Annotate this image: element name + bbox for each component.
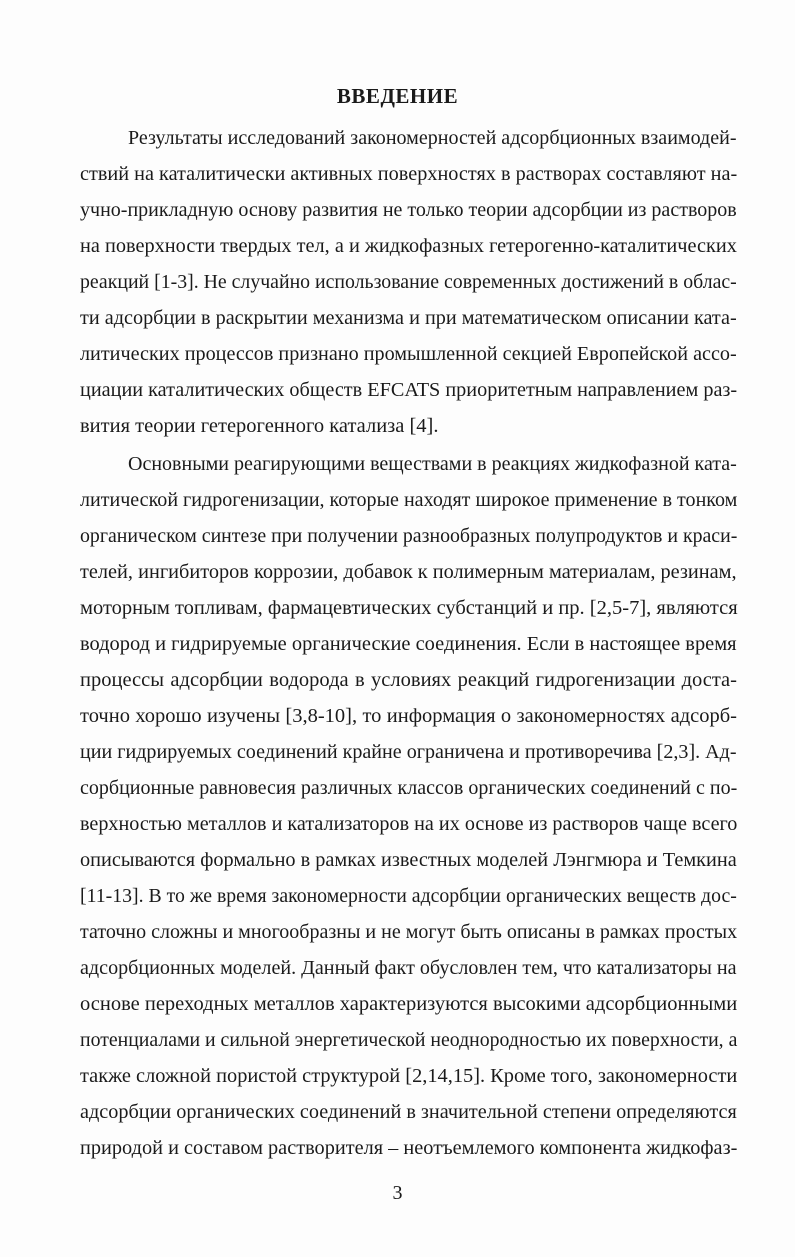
paragraph-line: процессы адсорбции водорода в условиях реакций гидрогенизации доста- xyxy=(80,669,737,691)
paragraph-line: учно-прикладную основу развития не только теории адсорбции из растворов xyxy=(80,199,737,221)
paragraph-line: также сложной пористой структурой [2,14,15]. Кроме того, закономерности xyxy=(80,1065,738,1087)
paragraph-line: точно хорошо изучены [3,8-10], то информация о закономерностях адсорб- xyxy=(80,705,737,727)
paragraph-line: циации каталитических обществ EFCATS приоритетным направлением раз- xyxy=(80,379,738,401)
paragraph-line: адсорбционных моделей. Данный факт обусловлен тем, что катализаторы на xyxy=(80,957,737,979)
paragraph-line: моторным топливам, фармацевтических субстанций и пр. [2,5-7], являются xyxy=(80,597,738,619)
paragraph-line: Результаты исследований закономерностей адсорбционных взаимодей- xyxy=(128,127,737,149)
paragraph-line: таточно сложны и многообразны и не могут быть описаны в рамках простых xyxy=(80,921,738,943)
paragraph-line: природой и составом растворителя – неотъемлемого компонента жидкофаз- xyxy=(80,1137,738,1159)
paragraph-line: ции гидрируемых соединений крайне ограничена и противоречива [2,3]. Ад- xyxy=(80,741,737,763)
paragraph-line: сорбционные равновесия различных классов органических соединений с по- xyxy=(80,777,738,799)
paragraph-line: реакций [1-3]. Не случайно использование современных достижений в облас- xyxy=(80,271,737,293)
paragraph-line: адсорбции органических соединений в значительной степени определяются xyxy=(80,1101,737,1123)
page-title: ВВЕДЕНИЕ xyxy=(336,84,459,108)
paragraph-line: телей, ингибиторов коррозии, добавок к полимерным материалам, резинам, xyxy=(80,561,737,583)
paragraph-line: ствий на каталитически активных поверхностях в растворах составляют на- xyxy=(80,163,738,185)
paragraph-line: на поверхности твердых тел, а и жидкофазных гетерогенно-каталитических xyxy=(80,235,737,257)
paragraph-line: верхностью металлов и катализаторов на их основе из растворов чаще всего xyxy=(80,813,738,835)
page-number: 3 xyxy=(392,1182,403,1204)
paragraph-line: органическом синтезе при получении разнообразных полупродуктов и краси- xyxy=(80,525,738,547)
paragraph-line: вития теории гетерогенного катализа [4]. xyxy=(80,415,439,437)
paragraph-line: Основными реагирующими веществами в реакциях жидкофазной ката- xyxy=(128,453,737,475)
paragraph-line: водород и гидрируемые органические соединения. Если в настоящее время xyxy=(80,633,737,655)
paragraph-line: описываются формально в рамках известных моделей Лэнгмюра и Темкина xyxy=(80,849,737,871)
paragraph-line: [11-13]. В то же время закономерности адсорбции органических веществ дос- xyxy=(80,885,737,907)
paragraph-line: ти адсорбции в раскрытии механизма и при математическом описании ката- xyxy=(80,307,737,329)
paragraph-line: литических процессов признано промышленной секцией Европейской ассо- xyxy=(80,343,737,365)
paragraph-line: основе переходных металлов характеризуются высокими адсорбционными xyxy=(80,993,738,1015)
paragraph-line: потенциалами и сильной энергетической неоднородностью их поверхности, а xyxy=(80,1029,738,1051)
paragraph-line: литической гидрогенизации, которые находят широкое применение в тонком xyxy=(80,489,738,511)
